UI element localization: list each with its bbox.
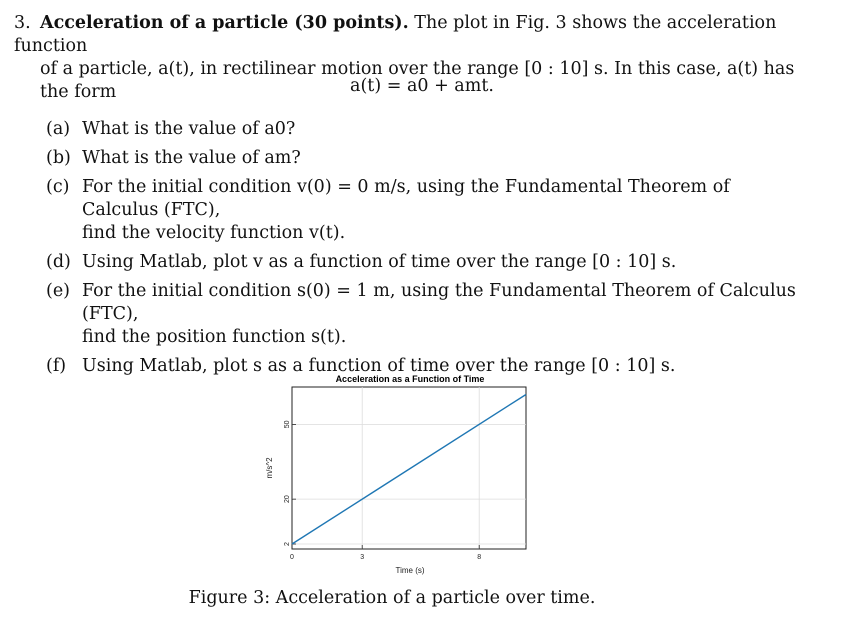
question-a	[46, 118, 806, 141]
y-axis-label: m/s^2	[265, 457, 274, 479]
problem-intro-b: of a particle, a(t), in rectilinear motion over the range [0 : 10] s. In this case, a(t) has the form	[40, 59, 795, 102]
question-c	[46, 176, 806, 245]
y-tick-label: 50	[284, 420, 291, 429]
question-label: (f)	[46, 356, 67, 376]
question-b	[46, 147, 806, 170]
problem-intro-a: The plot in Fig. 3 shows the acceleration function	[14, 13, 777, 56]
chart-title: Acceleration as a Function of Time	[335, 374, 485, 384]
x-axis-label: Time (s)	[395, 566, 425, 575]
question-text: Using Matlab, plot v as a function of time over the range [0 : 10] s.	[82, 252, 677, 272]
question-e	[46, 280, 806, 349]
question-text-cont: find the velocity function v(t).	[82, 223, 346, 243]
question-text: Using Matlab, plot s as a function of time over the range [0 : 10] s.	[82, 356, 676, 376]
question-d	[46, 251, 806, 274]
problem-number: 3.	[14, 13, 31, 33]
question-label: (d)	[46, 252, 71, 272]
plot-area	[292, 387, 526, 549]
question-label: (b)	[46, 148, 71, 168]
question-label: (e)	[46, 281, 71, 301]
x-tick-label: 8	[477, 554, 482, 561]
problem-title: Acceleration of a particle (30 points).	[40, 13, 409, 33]
question-text: For the initial condition v(0) = 0 m/s, using the Fundamental Theorem of Calculus (FTC),	[82, 177, 730, 220]
question-label: (a)	[46, 119, 71, 139]
question-text: For the initial condition s(0) = 1 m, using the Fundamental Theorem of Calculus (FTC),	[82, 281, 796, 324]
question-text-cont: find the position function s(t).	[82, 327, 347, 347]
question-label: (c)	[46, 177, 70, 197]
question-text: What is the value of am?	[82, 148, 301, 168]
x-tick-label: 0	[290, 554, 294, 561]
figure-caption: Figure 3: Acceleration of a particle over time.	[188, 588, 596, 608]
y-tick-label: 20	[284, 495, 291, 504]
question-text: What is the value of a0?	[82, 119, 296, 139]
x-tick-label: 3	[360, 554, 365, 561]
y-tick-label: 2	[284, 542, 291, 546]
acceleration-equation: a(t) = a0 + amt.	[350, 76, 494, 96]
question-list	[46, 118, 806, 384]
acceleration-chart	[255, 368, 555, 583]
